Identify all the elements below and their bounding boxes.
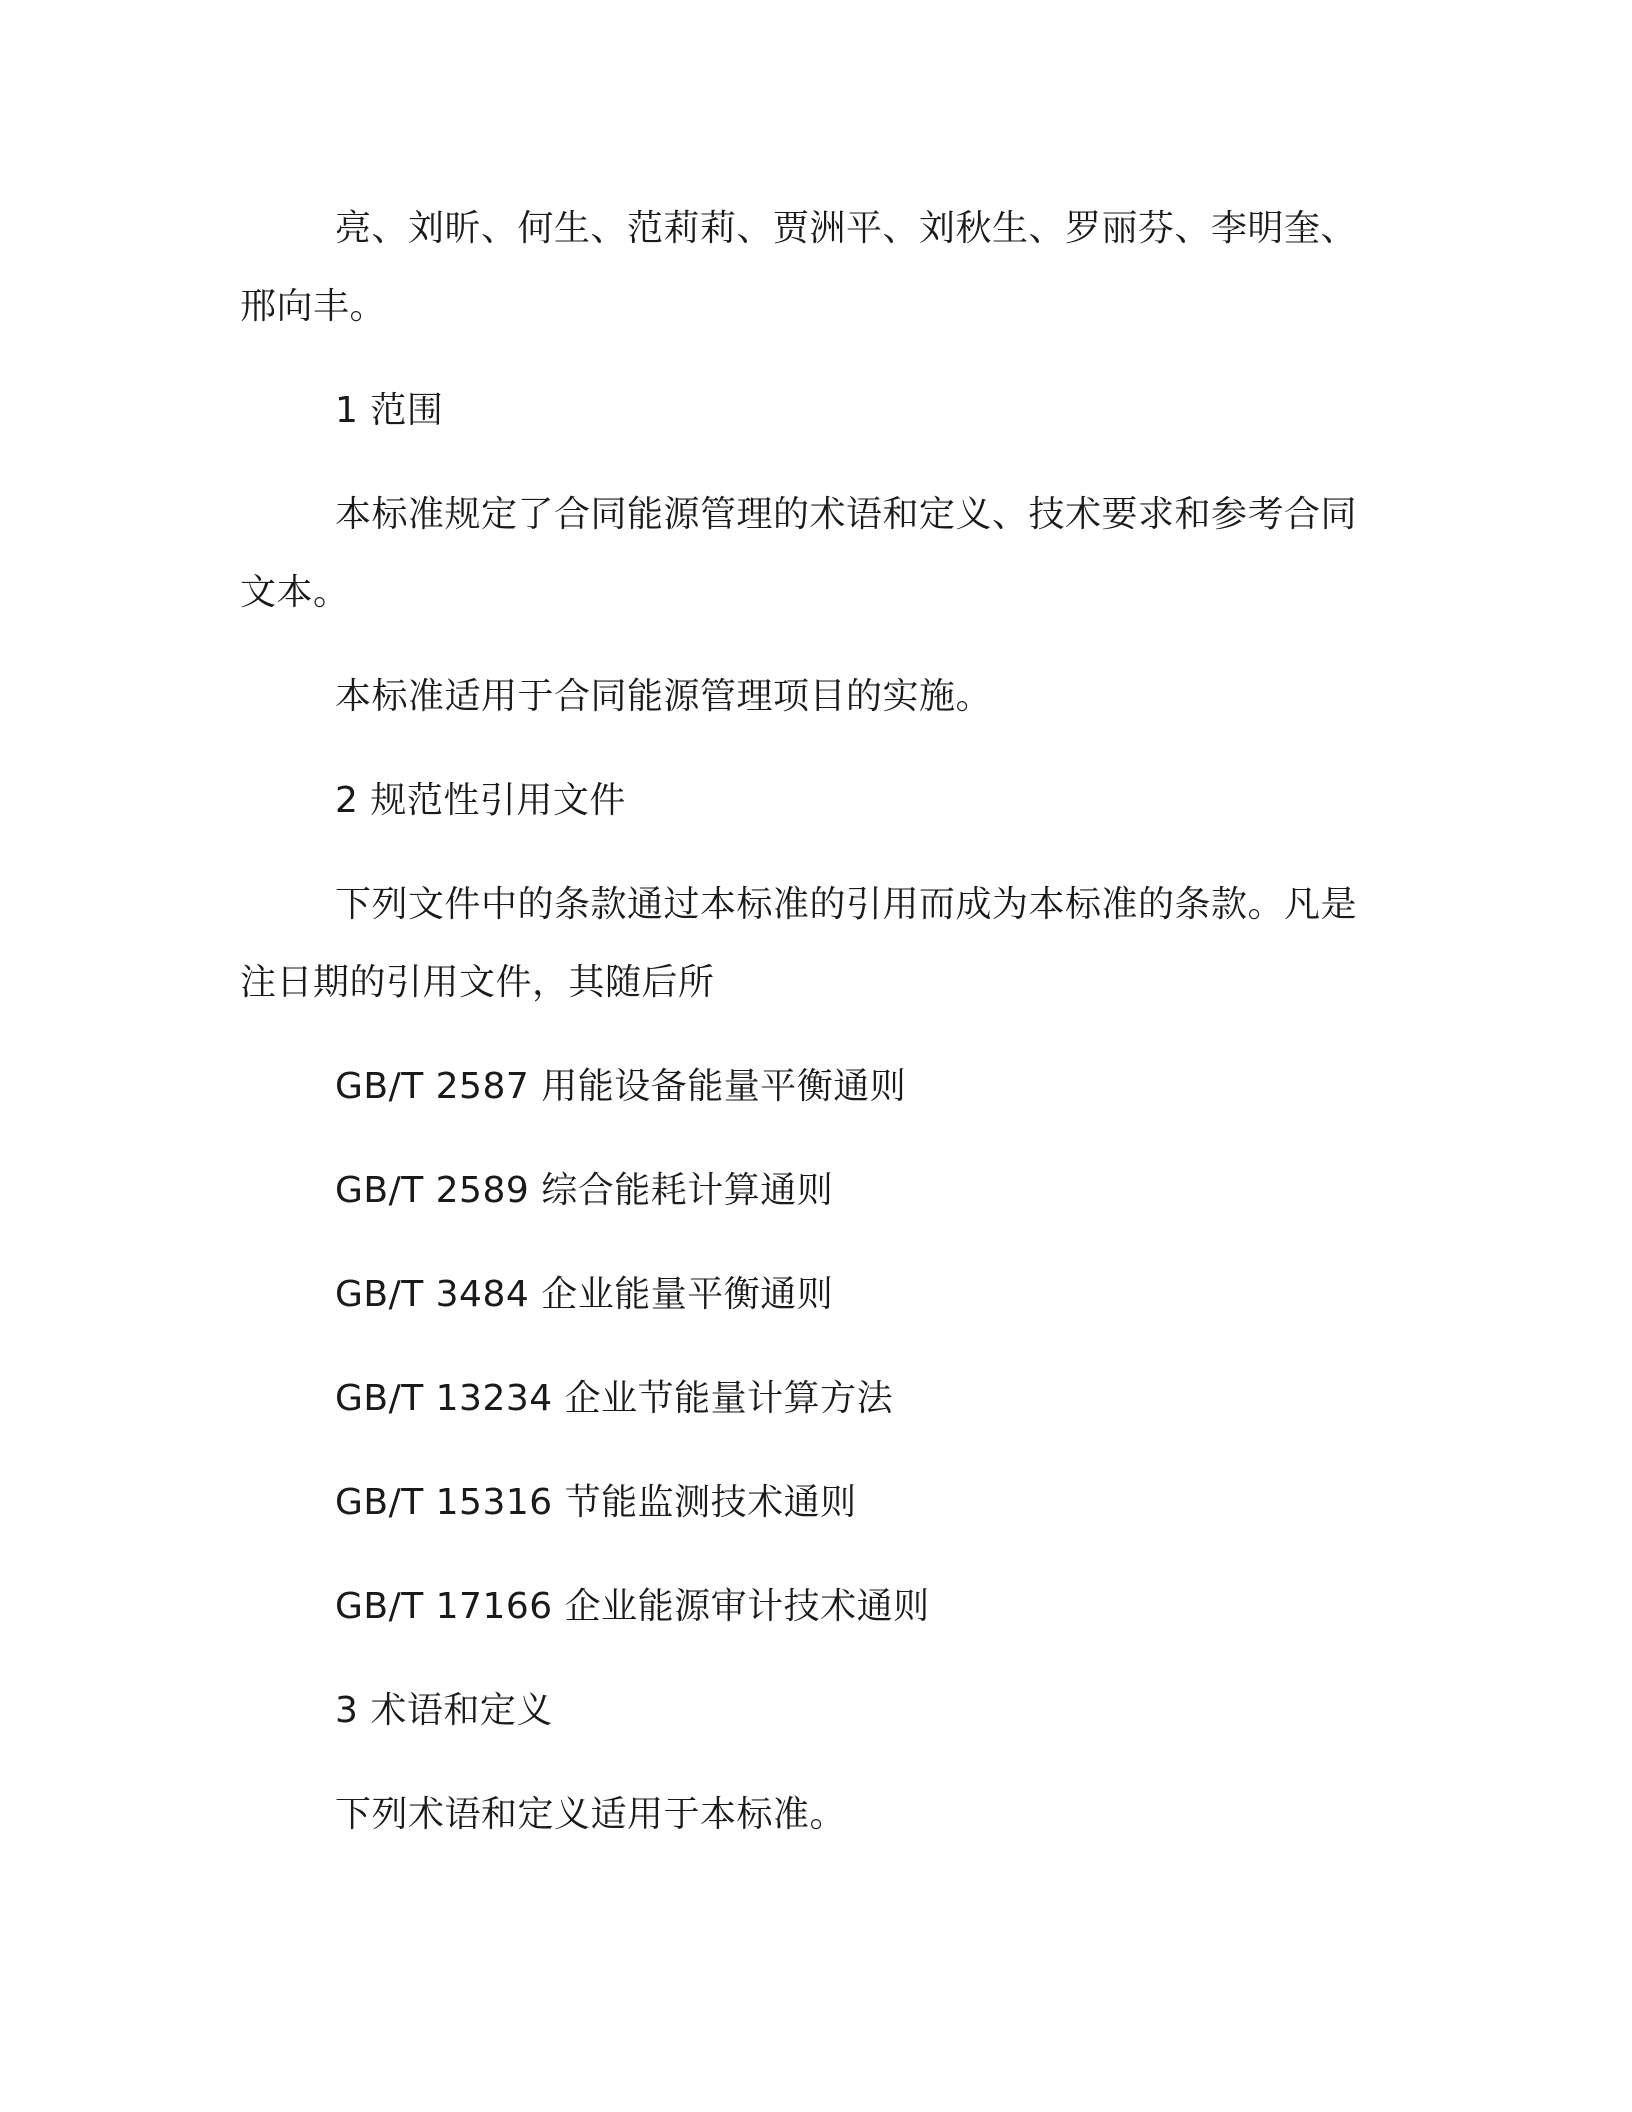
reference-item: GB/T 2589 综合能耗计算通则	[335, 1170, 834, 1211]
document-body	[240, 190, 1380, 1880]
reference-item: GB/T 13234 企业节能量计算方法	[335, 1378, 894, 1419]
drafters-names-paragraph: 亮、刘昕、何生、范莉莉、贾洲平、刘秋生、罗丽芬、李明奎、邢向丰。	[240, 208, 1358, 327]
normative-references-intro: 下列文件中的条款通过本标准的引用而成为本标准的条款。凡是注日期的引用文件，其随后所	[240, 884, 1358, 1003]
reference-item: GB/T 2587 用能设备能量平衡通则	[335, 1066, 907, 1107]
reference-item: GB/T 3484 企业能量平衡通则	[335, 1274, 834, 1315]
scope-paragraph-1: 本标准规定了合同能源管理的术语和定义、技术要求和参考合同文本。	[240, 494, 1358, 613]
section-1-heading: 1 范围	[335, 390, 444, 431]
section-2-heading: 2 规范性引用文件	[335, 780, 626, 821]
reference-item: GB/T 15316 节能监测技术通则	[335, 1482, 857, 1523]
terms-intro-paragraph: 下列术语和定义适用于本标准。	[335, 1794, 847, 1835]
scope-paragraph-2: 本标准适用于合同能源管理项目的实施。	[335, 676, 993, 717]
section-3-heading: 3 术语和定义	[335, 1690, 553, 1731]
reference-item: GB/T 17166 企业能源审计技术通则	[335, 1586, 930, 1627]
